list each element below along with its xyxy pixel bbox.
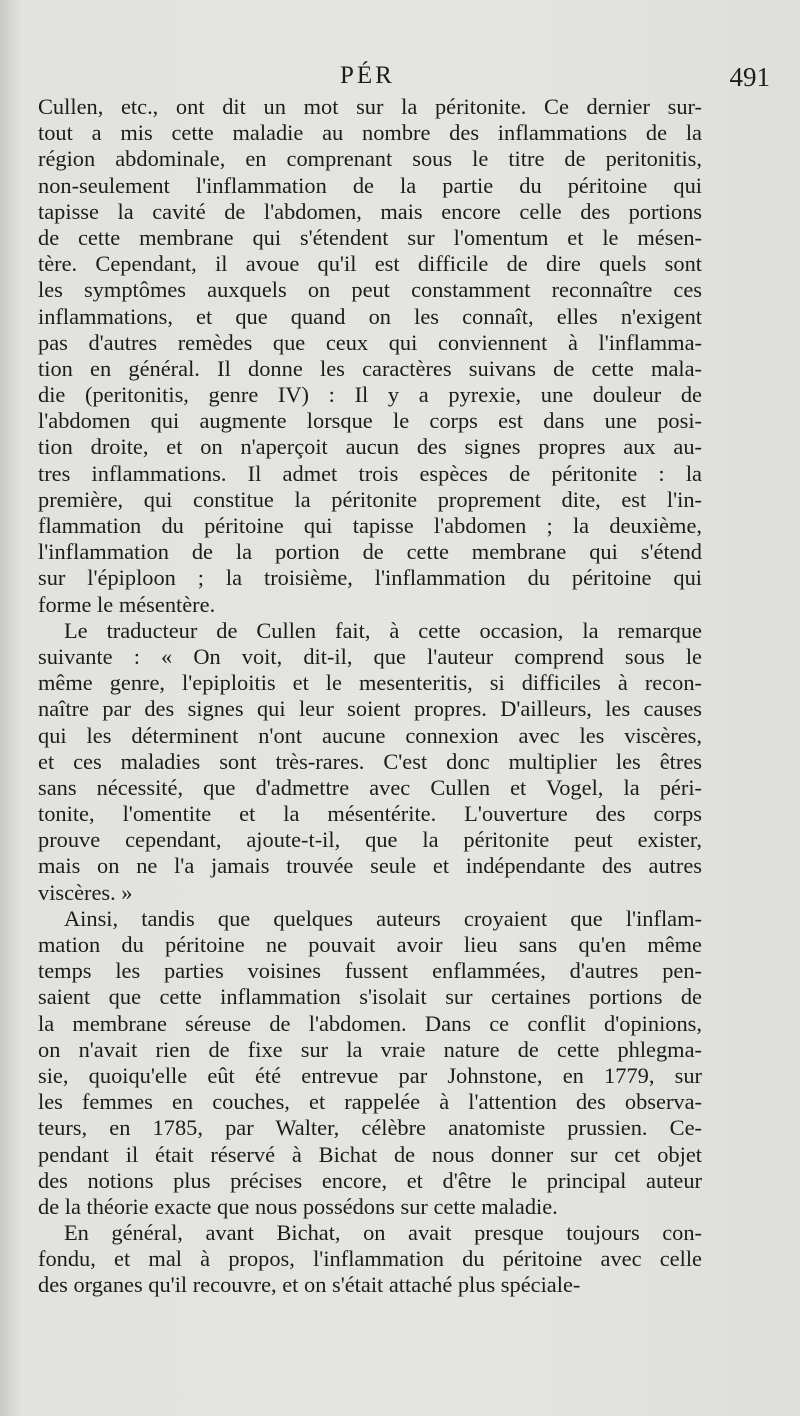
paragraph — [38, 94, 702, 618]
text-line: des organes qu'il recouvre, et on s'était attaché plus spéciale- — [38, 1272, 581, 1298]
text-line: sie, quoiqu'elle eût été entrevue par Johnstone, en 1779, sur — [38, 1062, 702, 1088]
text-line: pas d'autres remèdes que ceux qui conviennent à l'inflamma- — [38, 329, 702, 355]
text-line: non-seulement l'inflammation de la partie du péritoine qui — [38, 172, 702, 198]
text-line: les symptômes auxquels on peut constamment reconnaître ces — [38, 277, 702, 303]
text-line: En général, avant Bichat, on avait presque toujours con- — [64, 1220, 702, 1246]
running-title: PÉR — [340, 62, 395, 89]
text-line: Ainsi, tandis que quelques auteurs croyaient que l'inflam- — [64, 905, 702, 931]
text-line: tout a mis cette maladie au nombre des inflammations de la — [38, 120, 702, 146]
page-header — [40, 58, 770, 98]
text-line: pendant il était réservé à Bichat de nous donner sur cet objet — [38, 1141, 702, 1167]
text-line: flammation du péritoine qui tapisse l'abdomen ; la deuxième, — [38, 513, 702, 538]
page-number: 491 — [729, 62, 770, 92]
text-line: saient que cette inflammation s'isolait sur certaines portions de — [38, 984, 702, 1010]
paragraph — [38, 618, 702, 906]
text-line: tapisse la cavité de l'abdomen, mais encore celle des portions — [38, 198, 702, 224]
text-line: suivante : « On voit, dit-il, que l'auteur comprend sous le — [38, 643, 702, 669]
text-line: on n'avait rien de fixe sur la vraie nature de cette phlegma- — [38, 1036, 702, 1062]
text-line: naître par des signes qui leur soient propres. D'ailleurs, les causes — [38, 696, 702, 722]
text-line: tonite, l'omentite et la mésentérite. L'ouverture des corps — [38, 801, 702, 827]
text-line: tres inflammations. Il admet trois espèces de péritonite : la — [38, 460, 702, 486]
text-line: tion en général. Il donne les caractères suivans de cette mala- — [38, 355, 702, 381]
text-line: sur l'épiploon ; la troisième, l'inflammation du péritoine qui — [38, 565, 702, 591]
text-line: mation du péritoine ne pouvait avoir lieu sans qu'en même — [38, 932, 702, 957]
text-line: mais on ne l'a jamais trouvée seule et indépendante des autres — [38, 853, 702, 879]
text-line: de la théorie exacte que nous possédons sur cette maladie. — [38, 1193, 558, 1219]
text-line: les femmes en couches, et rappelée à l'attention des observa- — [38, 1089, 702, 1115]
paragraph — [38, 906, 702, 1220]
text-line: la membrane séreuse de l'abdomen. Dans ce conflit d'opinions, — [38, 1010, 702, 1036]
text-line: viscères. » — [38, 879, 133, 905]
paragraph — [38, 1220, 702, 1299]
text-line: teurs, en 1785, par Walter, célèbre anatomiste prussien. Ce- — [38, 1115, 702, 1141]
body-text — [38, 94, 702, 1299]
text-line: des notions plus précises encore, et d'être le principal auteur — [38, 1167, 702, 1193]
text-line: de cette membrane qui s'étendent sur l'omentum et le mésen- — [38, 224, 702, 250]
text-line: prouve cependant, ajoute-t-il, que la péritonite peut exister, — [38, 827, 702, 853]
text-line: première, qui constitue la péritonite proprement dite, est l'in- — [38, 486, 702, 512]
text-line: tion droite, et on n'aperçoit aucun des signes propres aux au- — [38, 434, 702, 460]
text-line: Le traducteur de Cullen fait, à cette occasion, la remarque — [64, 617, 702, 643]
text-line: l'inflammation de la portion de cette membrane qui s'étend — [38, 539, 702, 565]
text-line: sans nécessité, que d'admettre avec Cullen et Vogel, la péri- — [38, 774, 702, 800]
text-line: Cullen, etc., ont dit un mot sur la péritonite. Ce dernier sur- — [38, 94, 702, 119]
text-line: qui les déterminent n'ont aucune connexion avec les viscères, — [38, 722, 702, 748]
text-line: tère. Cependant, il avoue qu'il est difficile de dire quels sont — [38, 251, 702, 277]
text-line: fondu, et mal à propos, l'inflammation du péritoine avec celle — [38, 1246, 702, 1272]
text-line: et ces maladies sont très-rares. C'est donc multiplier les êtres — [38, 748, 702, 774]
text-line: inflammations, et que quand on les connaît, elles n'exigent — [38, 303, 702, 329]
text-line: région abdominale, en comprenant sous le titre de peritonitis, — [38, 146, 702, 172]
text-line: temps les parties voisines fussent enflammées, d'autres pen- — [38, 958, 702, 984]
text-line: même genre, l'epiploitis et le mesenteritis, si difficiles à recon- — [38, 670, 702, 696]
text-line: die (peritonitis, genre IV) : Il y a pyrexie, une douleur de — [38, 382, 702, 408]
text-line: l'abdomen qui augmente lorsque le corps est dans une posi- — [38, 408, 702, 434]
text-line: forme le mésentère. — [38, 591, 216, 617]
